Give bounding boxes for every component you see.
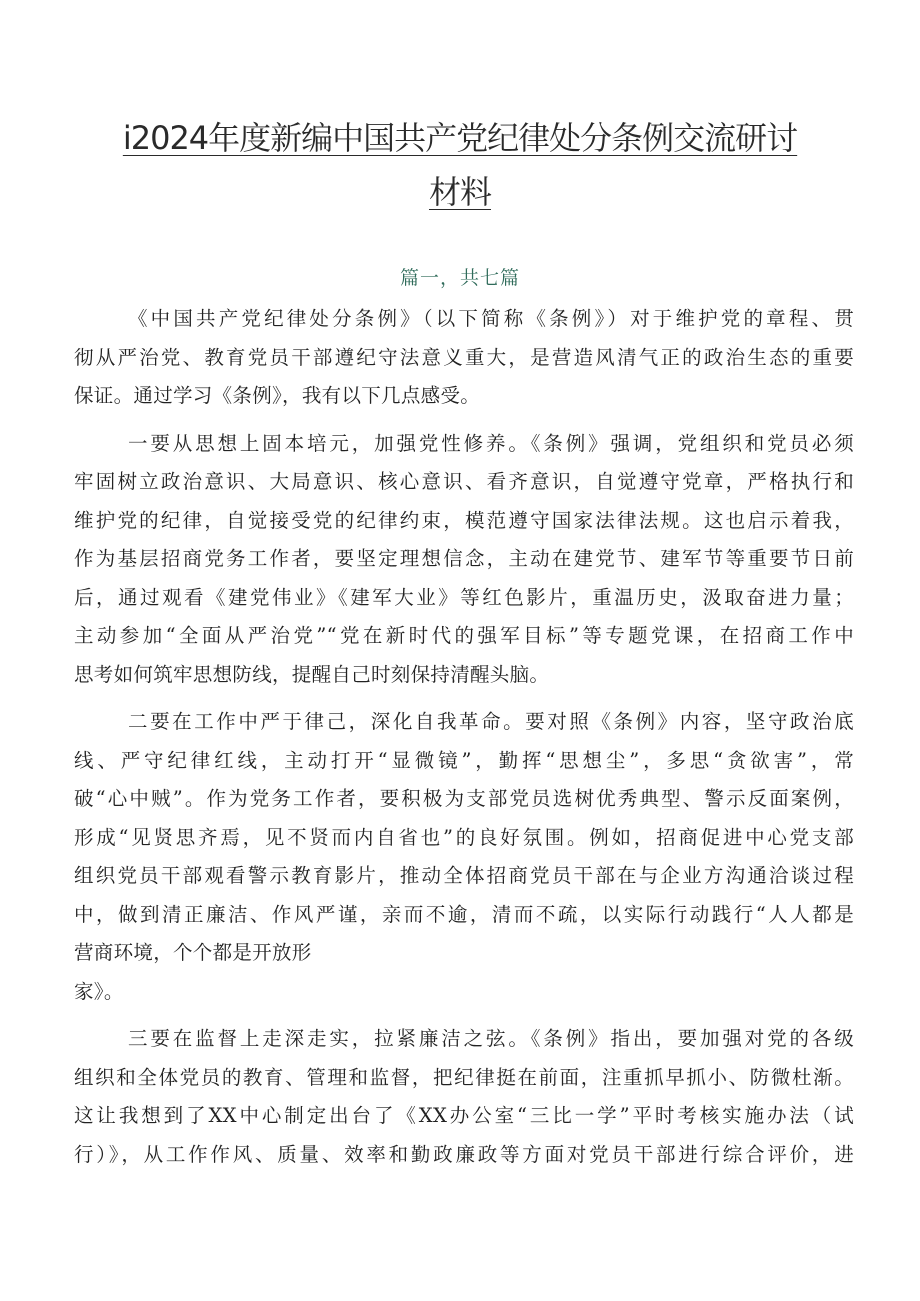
paragraph-line: 主动参加“全面从严治党”“党在新时代的强军目标”等专题党课，在招商工作中 [74,624,854,647]
paragraph-line: 作为基层招商党务工作者，要坚定理想信念，主动在建党节、建军节等重要节日前 [74,547,854,570]
paragraph-line: 中，做到清正廉洁、作风严谨，亲而不逾，清而不疏，以实际行动践行“人人都是 [74,902,854,926]
section-subtitle: 篇一，共七篇 [399,267,520,289]
document-body [74,300,854,1174]
paragraph-line: 行）》，从工作作风、质量、效率和勤政廉政等方面对党员干部进行综合评价，进 [74,1142,854,1166]
paragraph-line: 保证。通过学习《条例》，我有以下几点感受。 [74,384,481,407]
paragraph-line: 一要从思想上固本培元，加强党性修养。《条例》强调，党组织和党员必须 [128,431,854,455]
paragraph-line: 思考如何筑牢思想防线，提醒自己时刻保持清醒头脑。 [74,662,550,686]
document-title-line1: i2024年度新编中国共产党纪律处分条例交流研讨 [122,119,798,157]
paragraph-line: 《中国共产党纪律处分条例》（以下简称《条例》）对于维护党的章程、贯 [128,307,854,330]
paragraph-line: 家》。 [74,979,124,1003]
paragraph-line: 线、严守纪律红线，主动打开“显微镜”，勤挥“思想尘”，多思“贪欲害”，常 [74,748,854,772]
paragraph-line: 组织和全体党员的教育、管理和监督，把纪律挺在前面，注重抓早抓小、防微杜渐。 [74,1065,854,1089]
paragraph-line: 牢固树立政治意识、大局意识、核心意识、看齐意识，自觉遵守党章，严格执行和 [74,470,854,493]
paragraph-line: 后，通过观看《建党伟业》《建军大业》等红色影片，重温历史，汲取奋进力量； [74,585,854,609]
paragraph-line: 这让我想到了XX中心制定出台了《XX办公室“三比一学”平时考核实施办法（试 [74,1104,854,1127]
paragraph-line: 二要在工作中严于律己，深化自我革命。要对照《条例》内容，坚守政治底 [128,710,854,733]
paragraph-line: 组织党员干部观看警示教育影片，推动全体招商党员干部在与企业方沟通洽谈过程 [74,864,854,887]
paragraph-line: 营商环境，个个都是开放形 [74,941,312,964]
document-title-line2: 材料 [428,173,491,211]
paragraph-line: 维护党的纪律，自觉接受党的纪律约束，模范遵守国家法律法规。这也启示着我， [74,508,854,532]
paragraph-line: 彻从严治党、教育党员干部遵纪守法意义重大，是营造风清气正的政治生态的重要 [74,345,854,369]
paragraph-line: 形成“见贤思齐焉，见不贤而内自省也”的良好氛围。例如，招商促进中心党支部 [74,825,854,849]
paragraph-line: 破“心中贼”。作为党务工作者，要积极为支部党员选树优秀典型、警示反面案例， [74,787,854,810]
paragraph-line: 三要在监督上走深走实，拉紧廉洁之弦。《条例》指出，要加强对党的各级 [128,1027,854,1050]
